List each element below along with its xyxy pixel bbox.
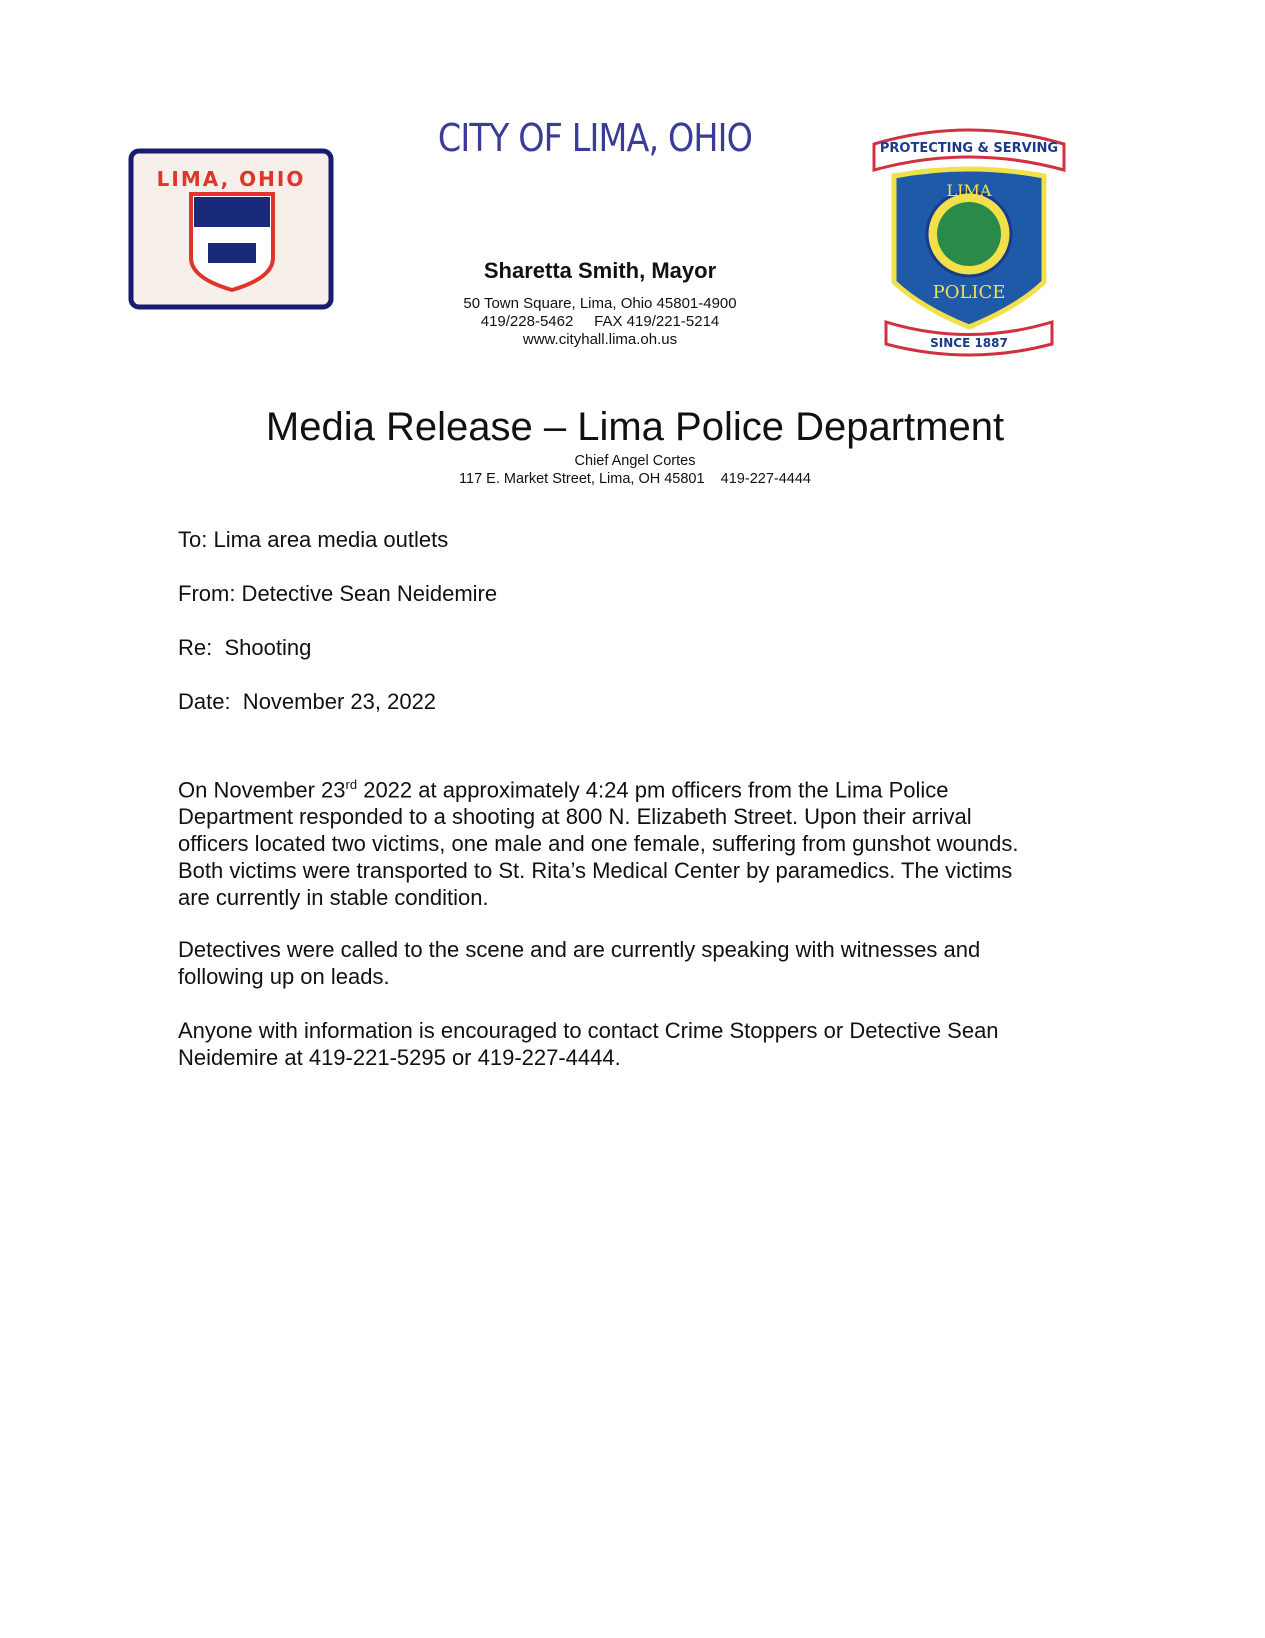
city-seal-logo: [128, 148, 334, 310]
department-address: 117 E. Market Street, Lima, OH 45801 419-227-4444: [459, 471, 811, 487]
city-hall-address: 50 Town Square, Lima, Ohio 45801-4900: [463, 295, 737, 312]
svg-text:LIMA: LIMA: [946, 181, 992, 200]
city-hall-website: www.cityhall.lima.oh.us: [522, 331, 678, 348]
memo-re: Re: Shooting: [178, 635, 312, 660]
p1-rest: 2022 at approximately 4:24 pm officers from the Lima Police Department responded to a shooting at 800 N. Elizabeth Street. Upon their arrival officers located two victims, one male and one female, suffering from gunshot wounds. Both victims were transported to St. Rita’s Medical Center by paramedics. The victims are currently in stable condition.: [178, 777, 1019, 911]
svg-text:SINCE 1887: SINCE 1887: [930, 336, 1008, 350]
p1-ordinal: rd: [345, 777, 358, 792]
city-hall-phone: 419/228-5462 FAX 419/221-5214: [480, 313, 720, 330]
memo-to: To: Lima area media outlets: [178, 527, 449, 552]
body-paragraph-2: Detectives were called to the scene and are currently speaking with witnesses and following up on leads.: [178, 937, 981, 989]
svg-text:LIMA, OHIO: LIMA, OHIO: [156, 167, 306, 191]
release-title: Media Release – Lima Police Department: [265, 405, 1005, 449]
city-title: CITY OF LIMA, OHIO: [437, 116, 753, 160]
svg-text:PROTECTING & SERVING: PROTECTING & SERVING: [879, 141, 1059, 156]
police-badge-logo: [868, 122, 1070, 358]
svg-text:POLICE: POLICE: [932, 282, 1006, 303]
memo-from: From: Detective Sean Neidemire: [178, 581, 498, 606]
body-paragraph-3: Anyone with information is encouraged to contact Crime Stoppers or Detective Sean Neidemire at 419-221-5295 or 419-227-4444.: [178, 1018, 999, 1070]
p1-start: On November 23: [178, 777, 346, 803]
memo-date: Date: November 23, 2022: [178, 689, 437, 714]
mayor-name: Sharetta Smith, Mayor: [483, 258, 717, 283]
body-paragraph-1: [178, 771, 1038, 911]
chief-name: Chief Angel Cortes: [574, 453, 696, 469]
